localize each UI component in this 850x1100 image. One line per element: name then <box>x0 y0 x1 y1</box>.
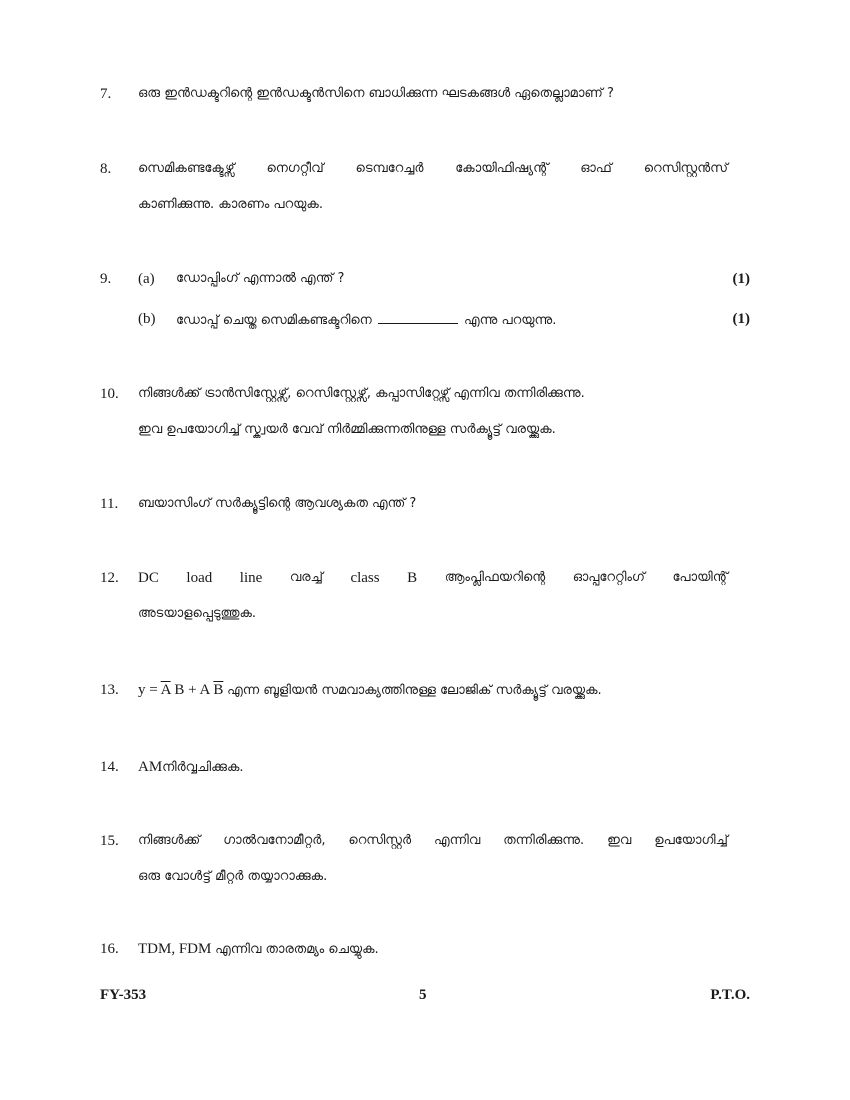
word: ആംപ്ലിഫയറിന്റെ <box>444 570 546 585</box>
word: class <box>350 570 380 586</box>
question-text-line-1 <box>138 161 728 176</box>
word: കോയിഫിഷ്യന്റ് <box>455 161 549 176</box>
question-number: 15. <box>100 833 119 849</box>
question-text: AMനിര്‍വ്വചിക്കുക. <box>138 759 244 775</box>
marks: (1) <box>732 271 750 287</box>
question-text: TDM, FDM എന്നിവ താരതമ്യം ചെയ്യുക. <box>138 941 379 957</box>
paper-code: FY-353 <box>100 987 147 1003</box>
question-number: 10. <box>100 386 119 402</box>
page-number: 5 <box>419 987 427 1003</box>
boolean-expression: $y = \overline{A}$ B + A $\overline{B}$ <box>138 682 224 698</box>
a-bar: $\overline{A}$ <box>160 682 171 698</box>
word: ഓഫ് <box>580 161 612 176</box>
word: തന്നിരിക്കുന്നു. <box>503 833 585 848</box>
word: എന്നിവ <box>434 833 481 848</box>
question-text: ബയാസിംഗ് സര്‍ക്യൂട്ടിന്റെ ആവശ്യകത എന്ത് ? <box>138 496 417 511</box>
part-text <box>176 311 556 328</box>
word: ഇവ <box>607 833 632 848</box>
question-number: 11. <box>100 496 119 512</box>
word: ഓപ്പറേറ്റിംഗ് <box>572 570 645 585</box>
question-9 <box>100 271 750 331</box>
word: line <box>239 570 263 586</box>
question-number: 16. <box>100 941 119 957</box>
word: പോയിന്റ് <box>672 570 728 585</box>
fill-in-blank <box>378 311 458 324</box>
question-number: 12. <box>100 570 119 586</box>
question-number: 7. <box>100 86 112 102</box>
question-text-line-1 <box>138 570 728 587</box>
question-number: 9. <box>100 271 112 287</box>
b-bar: $\overline{B}$ <box>213 682 224 698</box>
question-text: $y = \overline{A}$ B + A $\overline{B}$ എന്ന ബൂളിയന്‍ സമവാക്യത്തിനുള്ള ലോജിക് സര്‍ക്യൂട്ട് വരയ്ക്കുക. <box>138 682 602 698</box>
question-text-line-2: ഇവ ഉപയോഗിച്ച് സ്ക്വയര്‍ വേവ് നിര്‍മ്മിക്കുന്നതിനുള്ള സര്‍ക്യൂട്ട് വരയ്ക്കുക. <box>138 422 556 437</box>
text-after-blank: എന്നു പറയുന്നു. <box>464 313 557 328</box>
text-before-blank: ഡോപ്പ് ചെയ്ത സെമികണ്ടക്ടറിനെ <box>176 313 372 328</box>
question-text-line-2: അടയാളപ്പെടുത്തുക. <box>138 606 257 621</box>
part-label: (a) <box>138 271 155 287</box>
word: ഗാല്‍വനോമീറ്റര്‍, <box>223 833 326 848</box>
word: DC <box>138 570 159 586</box>
question-number: 14. <box>100 759 119 775</box>
question-text-line-1: നിങ്ങള്‍ക്ക് ട്രാന്‍സിസ്റ്റേഴ്സ്, റെസിസ്റ്റേഴ്സ്, കപ്പാസിറ്റേഴ്സ് എന്നിവ തന്നിരിക്കുന്നു. <box>138 386 585 401</box>
word: നിങ്ങള്‍ക്ക് <box>138 833 201 848</box>
question-text-line-1 <box>138 833 728 848</box>
word: റെസിസ്റ്റന്‍സ് <box>643 161 728 176</box>
part-label: (b) <box>138 311 156 327</box>
question-text: ഒരു ഇന്‍ഡക്ടറിന്റെ ഇന്‍ഡക്ടന്‍സിനെ ബാധിക്കുന്ന ഘടകങ്ങള്‍ ഏതെല്ലാമാണ് ? <box>138 86 614 101</box>
word: ഉപയോഗിച്ച് <box>654 833 728 848</box>
please-turn-over: P.T.O. <box>710 987 750 1003</box>
word: സെമികണ്ടക്ടേഴ്സ് <box>138 161 235 176</box>
question-number: 8. <box>100 161 112 177</box>
word: നെഗറ്റീവ് <box>266 161 324 176</box>
word: വരച്ച് <box>289 570 323 585</box>
part-text: ഡോപ്പിംഗ് എന്നാല്‍ എന്ത് ? <box>176 271 345 286</box>
marks: (1) <box>732 311 750 327</box>
question-text-line-2: ഒരു വോള്‍ട്ട് മീറ്റര്‍ തയ്യാറാക്കുക. <box>138 869 328 884</box>
word: റെസിസ്റ്റര്‍ <box>348 833 412 848</box>
word: load <box>186 570 213 586</box>
question-number: 13. <box>100 682 119 698</box>
question-text-line-2: കാണിക്കുന്നു. കാരണം പറയുക. <box>138 197 323 212</box>
word: ടെമ്പറേച്ചര്‍ <box>355 161 424 176</box>
word: B <box>407 570 418 586</box>
